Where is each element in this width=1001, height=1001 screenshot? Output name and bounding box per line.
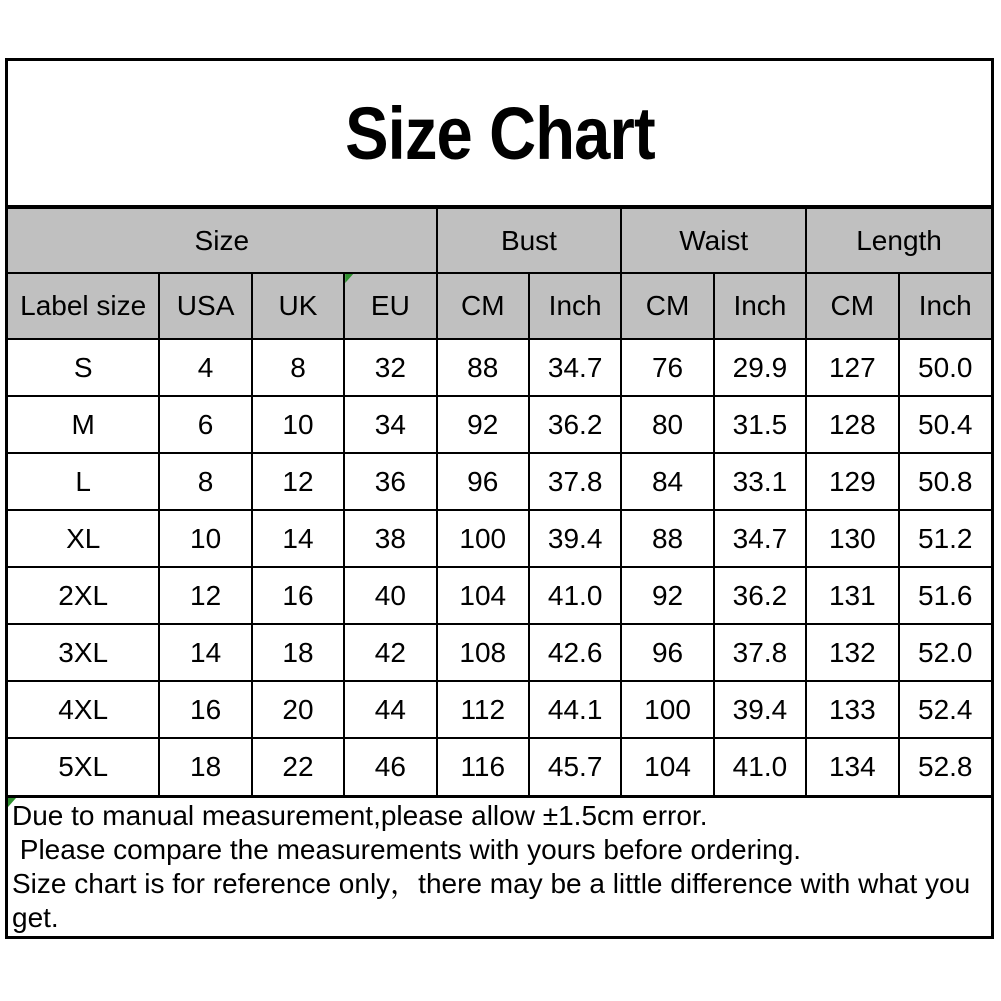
cell: 20 xyxy=(252,681,344,738)
group-header-length: Length xyxy=(806,209,991,273)
table-row-s xyxy=(8,339,991,396)
cell: 10 xyxy=(159,510,251,567)
col-header-usa: USA xyxy=(159,273,251,339)
note-compare-measurements: Please compare the measurements with yours before ordering. xyxy=(12,834,802,865)
row-label: M xyxy=(8,396,159,453)
group-header-size: Size xyxy=(8,209,437,273)
cell: 16 xyxy=(159,681,251,738)
cell: 129 xyxy=(806,453,898,510)
cell: 33.1 xyxy=(714,453,806,510)
cell: 88 xyxy=(621,510,713,567)
page-title: Size Chart xyxy=(344,91,655,175)
group-header-waist: Waist xyxy=(621,209,806,273)
cell: 51.2 xyxy=(899,510,991,567)
cell: 51.6 xyxy=(899,567,991,624)
cell: 36.2 xyxy=(714,567,806,624)
cell: 29.9 xyxy=(714,339,806,396)
cell: 133 xyxy=(806,681,898,738)
cell: 50.0 xyxy=(899,339,991,396)
col-header-eu xyxy=(344,273,436,339)
cell-flag-marker-icon xyxy=(345,274,353,283)
row-label: 2XL xyxy=(8,567,159,624)
cell: 116 xyxy=(437,738,529,795)
size-table xyxy=(8,209,991,795)
cell: 104 xyxy=(437,567,529,624)
cell: 39.4 xyxy=(529,510,621,567)
cell: 42.6 xyxy=(529,624,621,681)
cell: 12 xyxy=(159,567,251,624)
cell: 22 xyxy=(252,738,344,795)
cell: 18 xyxy=(159,738,251,795)
cell: 42 xyxy=(344,624,436,681)
cell: 34 xyxy=(344,396,436,453)
cell: 100 xyxy=(621,681,713,738)
table-row-3xl xyxy=(8,624,991,681)
cell: 37.8 xyxy=(529,453,621,510)
col-header-length-cm: CM xyxy=(806,273,898,339)
cell: 37.8 xyxy=(714,624,806,681)
cell: 44.1 xyxy=(529,681,621,738)
cell: 14 xyxy=(252,510,344,567)
cell: 52.4 xyxy=(899,681,991,738)
cell: 8 xyxy=(159,453,251,510)
cell: 36 xyxy=(344,453,436,510)
cell: 46 xyxy=(344,738,436,795)
cell: 112 xyxy=(437,681,529,738)
cell: 132 xyxy=(806,624,898,681)
cell: 4 xyxy=(159,339,251,396)
col-header-length-inch: Inch xyxy=(899,273,991,339)
cell: 41.0 xyxy=(714,738,806,795)
cell: 100 xyxy=(437,510,529,567)
cell: 34.7 xyxy=(529,339,621,396)
cell: 127 xyxy=(806,339,898,396)
row-label: L xyxy=(8,453,159,510)
note-measurement-error: Due to manual measurement,please allow ±1.5cm error. xyxy=(12,800,708,831)
cell: 16 xyxy=(252,567,344,624)
cell: 8 xyxy=(252,339,344,396)
cell: 96 xyxy=(437,453,529,510)
cell: 50.8 xyxy=(899,453,991,510)
cell: 84 xyxy=(621,453,713,510)
group-header-bust: Bust xyxy=(437,209,622,273)
cell: 52.0 xyxy=(899,624,991,681)
cell: 128 xyxy=(806,396,898,453)
cell: 108 xyxy=(437,624,529,681)
cell: 14 xyxy=(159,624,251,681)
row-label: 3XL xyxy=(8,624,159,681)
cell: 45.7 xyxy=(529,738,621,795)
cell: 92 xyxy=(437,396,529,453)
cell: 76 xyxy=(621,339,713,396)
table-row-xl xyxy=(8,510,991,567)
row-label: XL xyxy=(8,510,159,567)
cell: 88 xyxy=(437,339,529,396)
cell: 52.8 xyxy=(899,738,991,795)
table-row-4xl xyxy=(8,681,991,738)
cell: 40 xyxy=(344,567,436,624)
size-chart-sheet xyxy=(5,58,994,939)
col-header-uk: UK xyxy=(252,273,344,339)
cell: 92 xyxy=(621,567,713,624)
cell: 131 xyxy=(806,567,898,624)
table-row-5xl xyxy=(8,738,991,795)
col-header-label-size: Label size xyxy=(8,273,159,339)
col-header-bust-inch: Inch xyxy=(529,273,621,339)
column-header-row xyxy=(8,273,991,339)
row-label: S xyxy=(8,339,159,396)
cell: 134 xyxy=(806,738,898,795)
col-header-eu-label: EU xyxy=(370,290,410,321)
cell: 12 xyxy=(252,453,344,510)
table-row-m xyxy=(8,396,991,453)
row-label: 4XL xyxy=(8,681,159,738)
cell: 96 xyxy=(621,624,713,681)
cell: 130 xyxy=(806,510,898,567)
cell: 104 xyxy=(621,738,713,795)
cell: 32 xyxy=(344,339,436,396)
cell: 18 xyxy=(252,624,344,681)
cell: 38 xyxy=(344,510,436,567)
group-header-row xyxy=(8,209,991,273)
cell: 6 xyxy=(159,396,251,453)
cell: 34.7 xyxy=(714,510,806,567)
row-label: 5XL xyxy=(8,738,159,795)
cell: 39.4 xyxy=(714,681,806,738)
title-area xyxy=(8,61,991,209)
note-reference-only: Size chart is for reference only，there may be a little difference with what you get. xyxy=(12,868,978,933)
cell: 50.4 xyxy=(899,396,991,453)
col-header-waist-cm: CM xyxy=(621,273,713,339)
table-row-2xl xyxy=(8,567,991,624)
cell: 10 xyxy=(252,396,344,453)
cell: 41.0 xyxy=(529,567,621,624)
cell: 36.2 xyxy=(529,396,621,453)
table-row-l xyxy=(8,453,991,510)
cell: 80 xyxy=(621,396,713,453)
col-header-waist-inch: Inch xyxy=(714,273,806,339)
col-header-bust-cm: CM xyxy=(437,273,529,339)
cell: 31.5 xyxy=(714,396,806,453)
cell: 44 xyxy=(344,681,436,738)
notes-area xyxy=(8,795,991,936)
